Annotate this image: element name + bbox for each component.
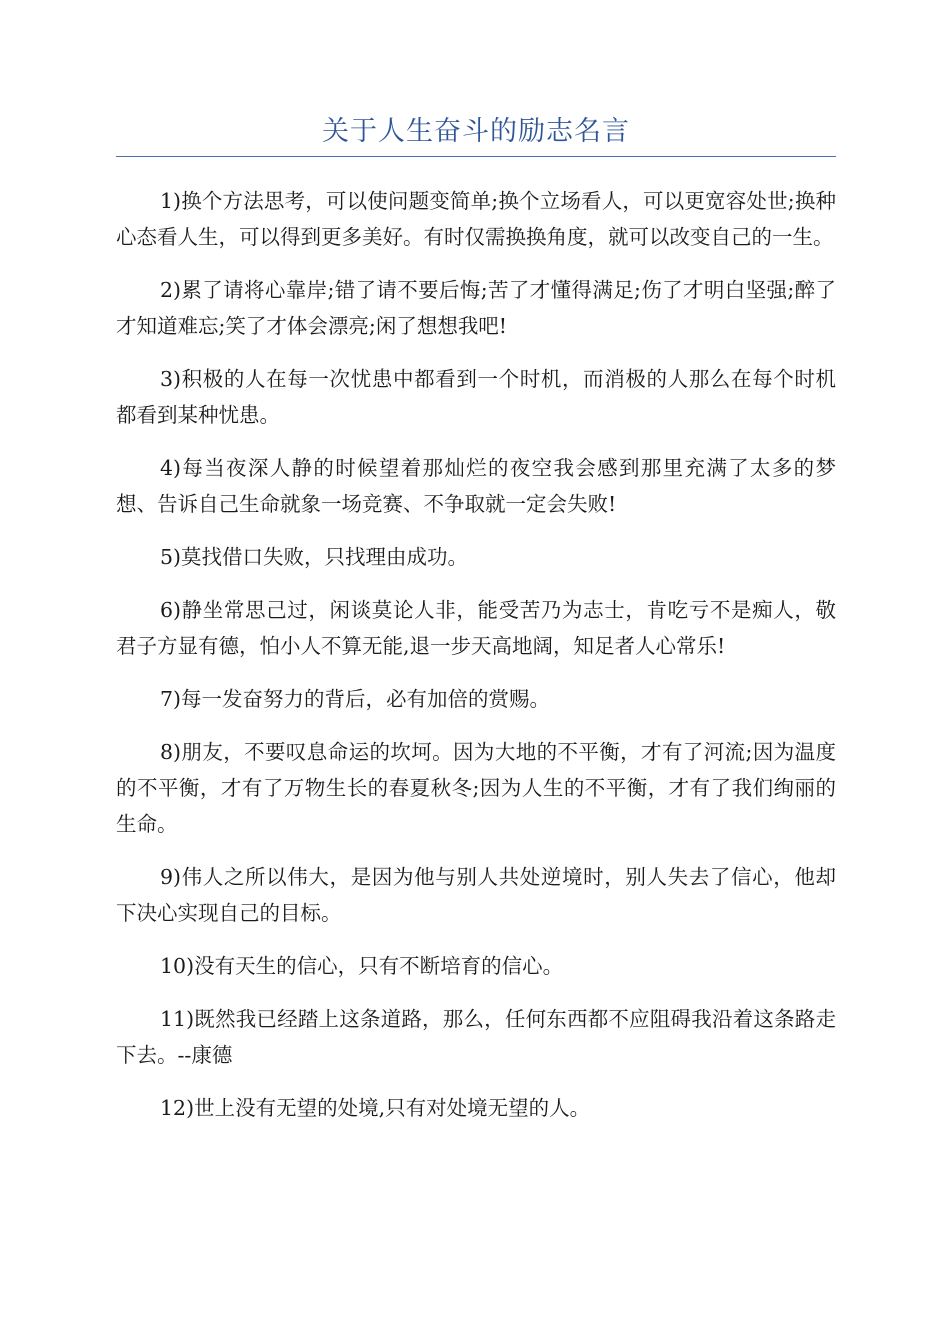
title-divider (116, 156, 836, 157)
quote-paragraph-1: 1)换个方法思考，可以使问题变简单;换个立场看人，可以更宽容处世;换种心态看人生，可以得到更多美好。有时仅需换换角度，就可以改变自己的一生。 (116, 189, 836, 249)
quote-paragraph-8: 8)朋友，不要叹息命运的坎坷。因为大地的不平衡，才有了河流;因为温度的不平衡，才有了万物生长的春夏秋冬;因为人生的不平衡，才有了我们绚丽的生命。 (116, 740, 836, 836)
quote-paragraph-9: 9)伟人之所以伟大，是因为他与别人共处逆境时，别人失去了信心，他却下决心实现自己的目标。 (116, 865, 836, 925)
document-page (116, 112, 836, 1143)
quote-paragraph-4: 4)每当夜深人静的时候望着那灿烂的夜空我会感到那里充满了太多的梦想、告诉自己生命就象一场竞赛、不争取就一定会失败! (116, 456, 836, 516)
quote-paragraph-10: 10)没有天生的信心，只有不断培育的信心。 (160, 954, 564, 978)
quote-paragraph-6: 6)静坐常思己过，闲谈莫论人非，能受苦乃为志士，肯吃亏不是痴人，敬君子方显有德，怕小人不算无能,退一步天高地阔，知足者人心常乐! (116, 598, 836, 658)
quote-paragraph-2: 2)累了请将心靠岸;错了请不要后悔;苦了才懂得满足;伤了才明白坚强;醉了才知道难忘;笑了才体会漂亮;闲了想想我吧! (116, 278, 836, 338)
document-title: 关于人生奋斗的励志名言 (322, 116, 630, 147)
quote-paragraph-11: 11)既然我已经踏上这条道路，那么，任何东西都不应阻碍我沿着这条路走下去。--康德 (116, 1007, 836, 1067)
quote-paragraph-12: 12)世上没有无望的处境,只有对处境无望的人。 (160, 1096, 591, 1120)
quote-paragraph-7: 7)每一发奋努力的背后，必有加倍的赏赐。 (160, 687, 551, 711)
quote-paragraph-5: 5)莫找借口失败，只找理由成功。 (160, 545, 469, 569)
quote-paragraph-3: 3)积极的人在每一次忧患中都看到一个时机，而消极的人那么在每个时机都看到某种忧患。 (116, 367, 836, 427)
